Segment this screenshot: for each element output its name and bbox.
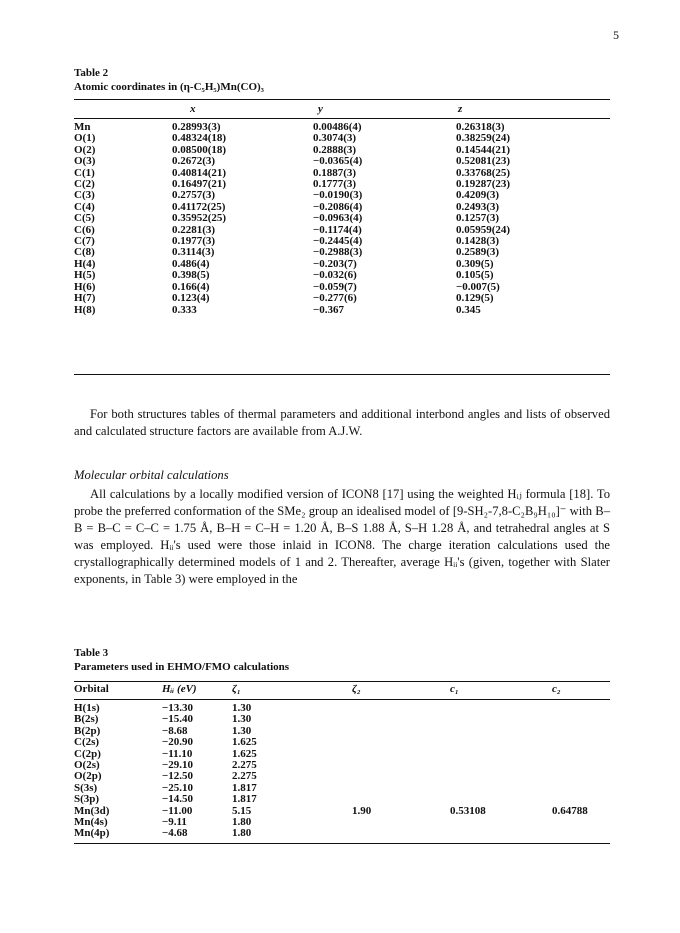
table2-row [74, 282, 510, 293]
row-label-cell: C(5) [74, 212, 95, 225]
value-cell: 0.28993(3) [172, 121, 221, 133]
value-cell: 1.30 [232, 702, 252, 714]
value-cell [450, 783, 552, 794]
value-cell: −0.2445(4) [313, 235, 363, 248]
value-cell: 0.2281(3) [172, 223, 216, 236]
value-cell: −0.2988(3) [313, 246, 363, 259]
section-heading: Molecular orbital calculations [74, 468, 229, 482]
table3-row [74, 828, 588, 839]
table3-row [74, 749, 588, 760]
table3-top-rule [74, 681, 610, 682]
row-label-cell: H(8) [74, 303, 96, 316]
value-cell: −9.11 [162, 816, 187, 829]
row-label-cell: O(2) [74, 143, 96, 156]
table3-row [74, 703, 588, 714]
value-cell [352, 760, 450, 771]
value-cell: 1.30 [232, 713, 252, 726]
row-label-cell: H(5) [74, 269, 96, 282]
row-label-cell: C(3) [74, 189, 95, 202]
value-cell [352, 703, 450, 714]
table2-row [74, 213, 510, 224]
table3-row [74, 726, 588, 737]
value-cell: 0.2672(3) [172, 155, 216, 168]
value-cell: −29.10 [162, 759, 194, 772]
table3-header-c1: c₁ [450, 683, 459, 695]
value-cell: 1.817 [232, 781, 257, 794]
value-cell [352, 817, 450, 828]
row-label-cell: H(7) [74, 292, 96, 305]
value-cell [450, 749, 552, 760]
value-cell [450, 760, 552, 771]
table3-row [74, 714, 588, 725]
value-cell: 0.309(5) [456, 257, 494, 270]
value-cell: 0.1257(3) [456, 212, 500, 225]
value-cell: 1.625 [232, 747, 257, 760]
value-cell: 0.4209(3) [456, 189, 500, 202]
table2-row [74, 145, 510, 156]
table3-header-zeta2: ζ₂ [352, 683, 361, 695]
row-label-cell: C(2) [74, 178, 95, 191]
table3-row [74, 737, 588, 748]
value-cell: −0.203(7) [313, 257, 357, 270]
row-label-cell: Mn(3d) [74, 804, 110, 817]
row-label-cell: O(1) [74, 132, 96, 145]
value-cell: 0.1977(3) [172, 235, 216, 248]
row-label-cell: C(2p) [74, 747, 101, 760]
value-cell: −0.007(5) [456, 280, 500, 293]
value-cell: −8.68 [162, 724, 188, 737]
table3-header-orbital: Orbital [74, 683, 109, 695]
page-number: 5 [613, 28, 619, 42]
value-cell: 0.3074(3) [313, 132, 357, 145]
value-cell [552, 760, 588, 771]
row-label-cell: S(3s) [74, 781, 98, 794]
value-cell: −0.032(6) [313, 269, 357, 282]
row-label-cell: B(2s) [74, 713, 99, 726]
value-cell: 0.345 [456, 303, 481, 316]
table3-row [74, 783, 588, 794]
table2-row [74, 236, 510, 247]
table2-row [74, 190, 510, 201]
table2-bottom-rule [74, 374, 610, 375]
paragraph-mo-calculations: All calculations by a locally modified version of ICON8 [17] using the weighted Hᵢⱼ formula [18]. To probe the preferred conformation of the SMe₂ group an idealised model of [9-SH₂-7,8-C₂B₉H₁₀]⁻ with B–B = B–C = C–C = 1.75 Å, B–H = C–H = 1.20 Å, B–S 1.88 Å, S–H 1.28 Å, and tetrahedral angles at S was employed. Hᵢᵢ's used were those inlaid in ICON8. The charge iteration calculations used the crystallographically determined models of 1 and 2. Thereafter, average Hᵢᵢ's (given, together with Slater exponents, in Table 3) were employed in the [74, 487, 610, 586]
table3-title: Parameters used in EHMO/FMO calculations [74, 661, 290, 673]
value-cell [352, 828, 450, 839]
table2-label: Table 2 [74, 67, 109, 79]
value-cell [352, 783, 450, 794]
row-label-cell: H(6) [74, 280, 96, 293]
value-cell: 1.90 [352, 804, 372, 817]
value-cell [450, 703, 552, 714]
table2-row [74, 293, 510, 304]
table2-header-x: x [190, 103, 196, 115]
table2-row [74, 305, 510, 316]
table2-header-y: y [318, 103, 323, 115]
table2-row [74, 247, 510, 258]
value-cell: 0.2589(3) [456, 246, 500, 259]
value-cell [450, 771, 552, 782]
table3-header-c2: c₂ [552, 683, 561, 695]
table2-body [74, 122, 510, 316]
value-cell: 0.08500(18) [172, 143, 227, 156]
table2-title: Atomic coordinates in (η-C₅H₅)Mn(CO)₃ [74, 81, 264, 93]
row-label-cell: O(3) [74, 155, 96, 168]
value-cell: −11.00 [162, 804, 193, 817]
value-cell: 0.05959(24) [456, 223, 511, 236]
table2-row [74, 168, 510, 179]
row-label-cell: C(7) [74, 235, 95, 248]
value-cell: 0.33768(25) [456, 166, 511, 179]
value-cell: 1.817 [232, 793, 257, 806]
table3-header [74, 684, 561, 695]
value-cell: −15.40 [162, 713, 194, 726]
value-cell [552, 703, 588, 714]
value-cell [552, 771, 588, 782]
value-cell [450, 714, 552, 725]
value-cell: −0.367 [313, 303, 345, 316]
value-cell: −0.277(6) [313, 292, 357, 305]
table2-row [74, 270, 510, 281]
value-cell: 0.19287(23) [456, 178, 511, 191]
value-cell: −0.0963(4) [313, 212, 363, 225]
value-cell: 1.30 [232, 724, 252, 737]
table3-header-rule [74, 699, 610, 700]
value-cell: −20.90 [162, 736, 194, 749]
table2-top-rule [74, 99, 610, 100]
table3-header-zeta1: ζ₁ [232, 683, 241, 695]
value-cell: −14.50 [162, 793, 194, 806]
table2-row [74, 202, 510, 213]
value-cell: 0.2888(3) [313, 143, 357, 156]
value-cell: 0.48324(18) [172, 132, 227, 145]
table3-body [74, 703, 588, 840]
table2-header-rule [74, 118, 610, 119]
row-label-cell: Mn(4s) [74, 816, 108, 829]
value-cell: 0.333 [172, 303, 197, 316]
value-cell: 0.52081(23) [456, 155, 511, 168]
table2-row [74, 133, 510, 144]
row-label-cell: C(4) [74, 200, 95, 213]
row-label-cell: S(3p) [74, 793, 100, 806]
table2-caption [74, 66, 264, 94]
value-cell: 0.3114(3) [172, 246, 215, 259]
value-cell [552, 714, 588, 725]
table3-caption [74, 646, 289, 674]
value-cell [552, 749, 588, 760]
value-cell: 0.16497(21) [172, 178, 227, 191]
value-cell: 0.00486(4) [313, 121, 362, 133]
value-cell [552, 726, 588, 737]
value-cell: 0.123(4) [172, 292, 210, 305]
table3-header-hii: Hᵢᵢ (eV) [162, 683, 197, 695]
value-cell: −0.1174(4) [313, 223, 362, 236]
row-label-cell: H(1s) [74, 702, 100, 714]
value-cell: −0.0190(3) [313, 189, 363, 202]
table2-header-z: z [458, 103, 463, 115]
value-cell: 0.2493(3) [456, 200, 500, 213]
table3-row [74, 760, 588, 771]
row-label-cell: Mn [74, 121, 91, 133]
value-cell: 0.166(4) [172, 280, 210, 293]
value-cell: 5.15 [232, 804, 252, 817]
table3-row [74, 794, 588, 805]
value-cell: −0.0365(4) [313, 155, 363, 168]
value-cell: −25.10 [162, 781, 194, 794]
table2-row [74, 179, 510, 190]
value-cell: 0.398(5) [172, 269, 210, 282]
value-cell: 0.26318(3) [456, 121, 505, 133]
value-cell [352, 771, 450, 782]
value-cell: −11.10 [162, 747, 193, 760]
value-cell: −0.059(7) [313, 280, 357, 293]
value-cell: −0.2086(4) [313, 200, 363, 213]
value-cell [450, 726, 552, 737]
table3-row [74, 817, 588, 828]
table3-bottom-rule [74, 843, 610, 844]
value-cell [552, 794, 588, 805]
row-label-cell: C(8) [74, 246, 95, 259]
table3-row [74, 806, 588, 817]
value-cell: 0.1428(3) [456, 235, 500, 248]
value-cell: 0.64788 [552, 804, 588, 817]
value-cell [450, 794, 552, 805]
value-cell: 1.80 [232, 816, 252, 829]
value-cell [352, 714, 450, 725]
value-cell: 1.625 [232, 736, 257, 749]
value-cell [352, 737, 450, 748]
table2-row [74, 225, 510, 236]
value-cell [552, 737, 588, 748]
table2-row [74, 156, 510, 167]
value-cell: 2.275 [232, 759, 257, 772]
table3-label: Table 3 [74, 647, 109, 659]
value-cell [352, 749, 450, 760]
row-label-cell: C(2s) [74, 736, 100, 749]
value-cell: 1.80 [232, 827, 252, 840]
paragraph-structure-tables: For both structures tables of thermal parameters and additional interbond angles and lists of observed and calculated structure factors are available from A.J.W. [74, 407, 610, 438]
value-cell: 0.41172(25) [172, 200, 226, 213]
value-cell [352, 794, 450, 805]
value-cell [450, 828, 552, 839]
value-cell: −4.68 [162, 827, 188, 840]
value-cell [450, 737, 552, 748]
table3-row [74, 771, 588, 782]
value-cell: 0.129(5) [456, 292, 494, 305]
value-cell [352, 726, 450, 737]
value-cell [552, 828, 588, 839]
value-cell: −12.50 [162, 770, 194, 783]
value-cell [450, 817, 552, 828]
row-label-cell: H(4) [74, 257, 96, 270]
value-cell: −13.30 [162, 702, 194, 714]
table2-row [74, 122, 510, 133]
row-label-cell: C(6) [74, 223, 95, 236]
value-cell: 0.35952(25) [172, 212, 227, 225]
row-label-cell: C(1) [74, 166, 95, 179]
value-cell: 0.14544(21) [456, 143, 511, 156]
row-label-cell: Mn(4p) [74, 827, 110, 840]
value-cell: 0.1777(3) [313, 178, 357, 191]
row-label-cell: O(2p) [74, 770, 102, 783]
value-cell [552, 783, 588, 794]
value-cell: 0.53108 [450, 804, 486, 817]
value-cell: 0.105(5) [456, 269, 494, 282]
value-cell: 0.38259(24) [456, 132, 511, 145]
table2-row [74, 259, 510, 270]
value-cell: 0.486(4) [172, 257, 210, 270]
value-cell: 0.40814(21) [172, 166, 227, 179]
value-cell [552, 817, 588, 828]
value-cell: 0.2757(3) [172, 189, 216, 202]
row-label-cell: O(2s) [74, 759, 100, 772]
value-cell: 0.1887(3) [313, 166, 357, 179]
row-label-cell: B(2p) [74, 724, 101, 737]
value-cell: 2.275 [232, 770, 257, 783]
